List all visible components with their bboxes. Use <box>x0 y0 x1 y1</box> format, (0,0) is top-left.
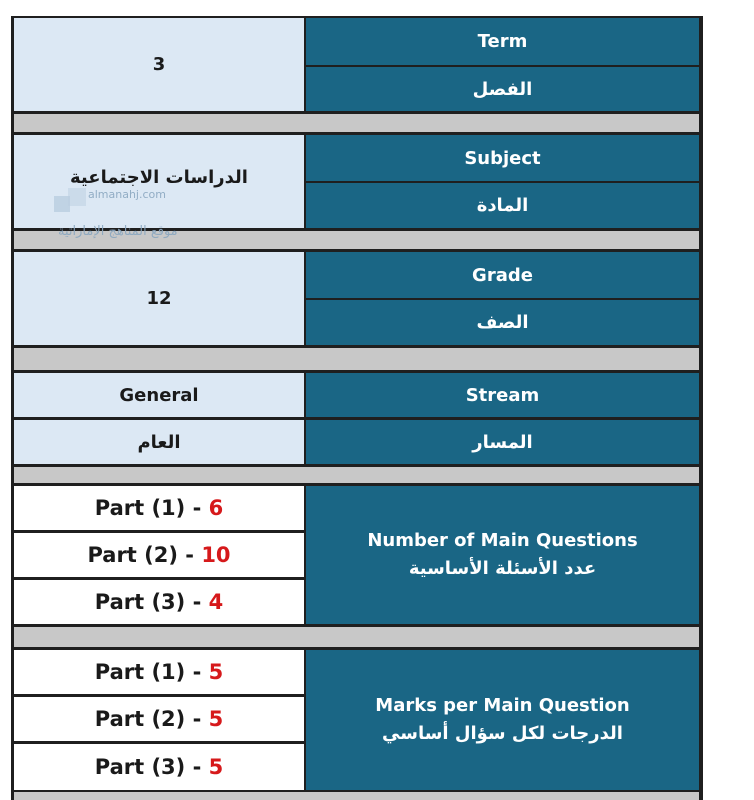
questions-part-2-label: Part (2) - <box>87 543 202 567</box>
grade-label-ar <box>306 300 699 345</box>
term-value-text: 3 <box>152 54 166 75</box>
watermark-arabic-text: موقع المناهج الإماراتية <box>58 224 178 239</box>
stream-label-en-text: Stream <box>465 384 540 406</box>
marks-part-1 <box>14 650 304 694</box>
marks-part-3-value: 5 <box>208 755 224 779</box>
questions-part-2 <box>14 533 304 577</box>
subject-label-en-text: Subject <box>464 147 541 169</box>
stream-value-ar-text: العام <box>137 431 181 453</box>
questions-label-ar: عدد الأسئلة الأساسية <box>408 558 597 579</box>
questions-part-1-value: 6 <box>208 496 224 520</box>
questions-label-en: Number of Main Questions <box>367 530 638 551</box>
term-value <box>14 18 304 111</box>
marks-label-en: Marks per Main Question <box>375 695 630 716</box>
marks-label-ar: الدرجات لكل سؤال أساسي <box>382 723 623 744</box>
questions-part-3-label: Part (3) - <box>94 590 209 614</box>
grade-value <box>14 252 304 345</box>
term-label-ar-text: الفصل <box>472 78 533 100</box>
separator-2 <box>14 231 699 249</box>
marks-part-2-value: 5 <box>208 707 224 731</box>
stream-value-ar <box>14 420 304 464</box>
separator-4 <box>14 467 699 483</box>
term-label-en-text: Term <box>477 31 528 52</box>
subject-label-ar <box>306 183 699 228</box>
marks-part-2-label: Part (2) - <box>94 707 209 731</box>
subject-value-text: الدراسات الاجتماعية <box>70 167 248 188</box>
stream-label-ar <box>306 420 699 464</box>
stream-label-ar-text: المسار <box>472 431 533 453</box>
marks-part-1-label: Part (1) - <box>94 660 209 684</box>
watermark-latin-text: almanahj.com <box>88 188 166 201</box>
separator-6 <box>14 792 699 800</box>
marks-part-3 <box>14 744 304 790</box>
questions-part-1 <box>14 486 304 530</box>
marks-part-1-value: 5 <box>208 660 224 684</box>
marks-part-3-label: Part (3) - <box>94 755 209 779</box>
subject-label-ar-text: المادة <box>476 195 529 216</box>
term-label-en <box>306 18 699 65</box>
grade-label-en <box>306 252 699 298</box>
separator-5 <box>14 627 699 647</box>
grade-label-ar-text: الصف <box>476 312 529 333</box>
marks-label <box>306 650 699 790</box>
marks-part-2 <box>14 697 304 741</box>
separator-1 <box>14 114 699 132</box>
stream-label-en <box>306 373 699 417</box>
subject-label-en <box>306 135 699 181</box>
grade-value-text: 12 <box>146 288 172 309</box>
stream-value-en <box>14 373 304 417</box>
stream-value-en-text: General <box>119 384 199 406</box>
questions-part-2-value: 10 <box>201 543 231 567</box>
questions-part-1-label: Part (1) - <box>94 496 209 520</box>
grade-label-en-text: Grade <box>472 264 533 286</box>
term-label-ar <box>306 67 699 111</box>
separator-3 <box>14 348 699 370</box>
subject-value <box>14 135 304 228</box>
questions-part-3 <box>14 580 304 624</box>
questions-part-3-value: 4 <box>208 590 224 614</box>
questions-label <box>306 486 699 624</box>
